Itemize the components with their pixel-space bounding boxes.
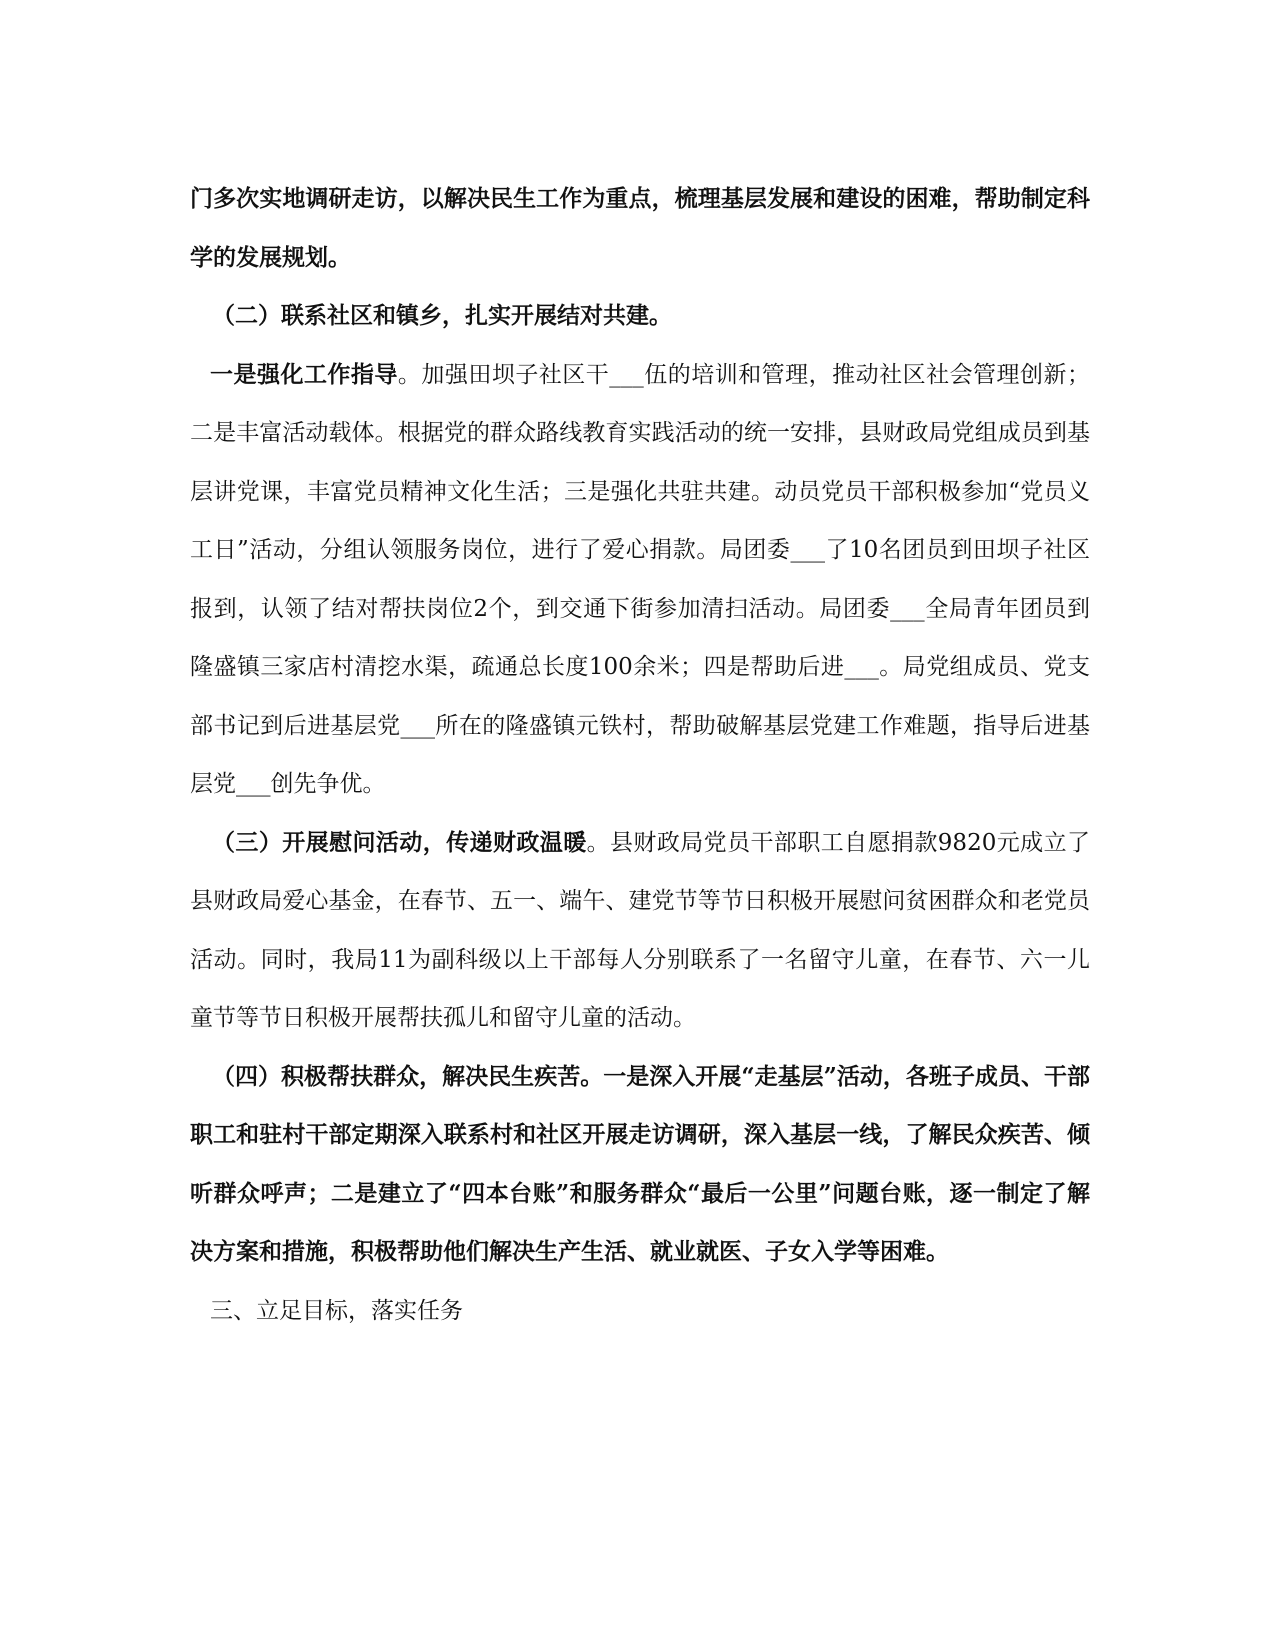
- paragraph-text: （四）积极帮扶群众，解决民生疾苦。一是深入开展“走基层”活动，各班子成员、干部职工和驻村干部定期深入联系村和社区开展走访调研，深入基层一线，了解民众疾苦、倾听群众呼声；二是建立了“四本台账”和服务群众“最后一公里”问题台账，逐一制定了解决方案和措施，积极帮助他们解决生产生活、就业就医、子女入学等困难。: [190, 1062, 1090, 1265]
- bold-lead-text: 一是强化工作指导: [210, 360, 398, 388]
- section-heading-community-pairing: [190, 287, 1090, 346]
- document-body: [190, 170, 1090, 1340]
- heading-text: 三、立足目标，落实任务: [210, 1297, 463, 1324]
- section-heading-goals-tasks: [190, 1282, 1090, 1341]
- paragraph-help-masses: [190, 1048, 1090, 1282]
- paragraph-text: 门多次实地调研走访，以解决民生工作为重点，梳理基层发展和建设的困难，帮助制定科学的发展规划。: [190, 185, 1090, 271]
- bold-lead-text: （三）开展慰问活动，传递财政温暖: [212, 828, 587, 856]
- paragraph-research-visits: [190, 170, 1090, 287]
- heading-text: （二）联系社区和镇乡，扎实开展结对共建。: [212, 302, 672, 329]
- paragraph-work-guidance: [190, 346, 1090, 814]
- paragraph-condolence-activities: [190, 814, 1090, 1048]
- paragraph-text: 。县财政局党员干部职工自愿捐款9820元成立了县财政局爱心基金，在春节、五一、端午、建党节等节日积极开展慰问贫困群众和老党员活动。同时，我局11为副科级以上干部每人分别联系了一名留守儿童，在春节、六一儿童节等节日积极开展帮扶孤儿和留守儿童的活动。: [190, 829, 1090, 1031]
- paragraph-text: 。加强田坝子社区干___伍的培训和管理，推动社区社会管理创新；二是丰富活动载体。根据党的群众路线教育实践活动的统一安排，县财政局党组成员到基层讲党课，丰富党员精神文化生活；三是强化共驻共建。动员党员干部积极参加“党员义工日”活动，分组认领服务岗位，进行了爱心捐款。局团委___了10名团员到田坝子社区报到，认领了结对帮扶岗位2个，到交通下街参加清扫活动。局团委___全局青年团员到隆盛镇三家店村清挖水渠，疏通总长度100余米；四是帮助后进___。局党组成员、党支部书记到后进基层党___所在的隆盛镇元铁村，帮助破解基层党建工作难题，指导后进基层党___创先争优。: [190, 361, 1091, 797]
